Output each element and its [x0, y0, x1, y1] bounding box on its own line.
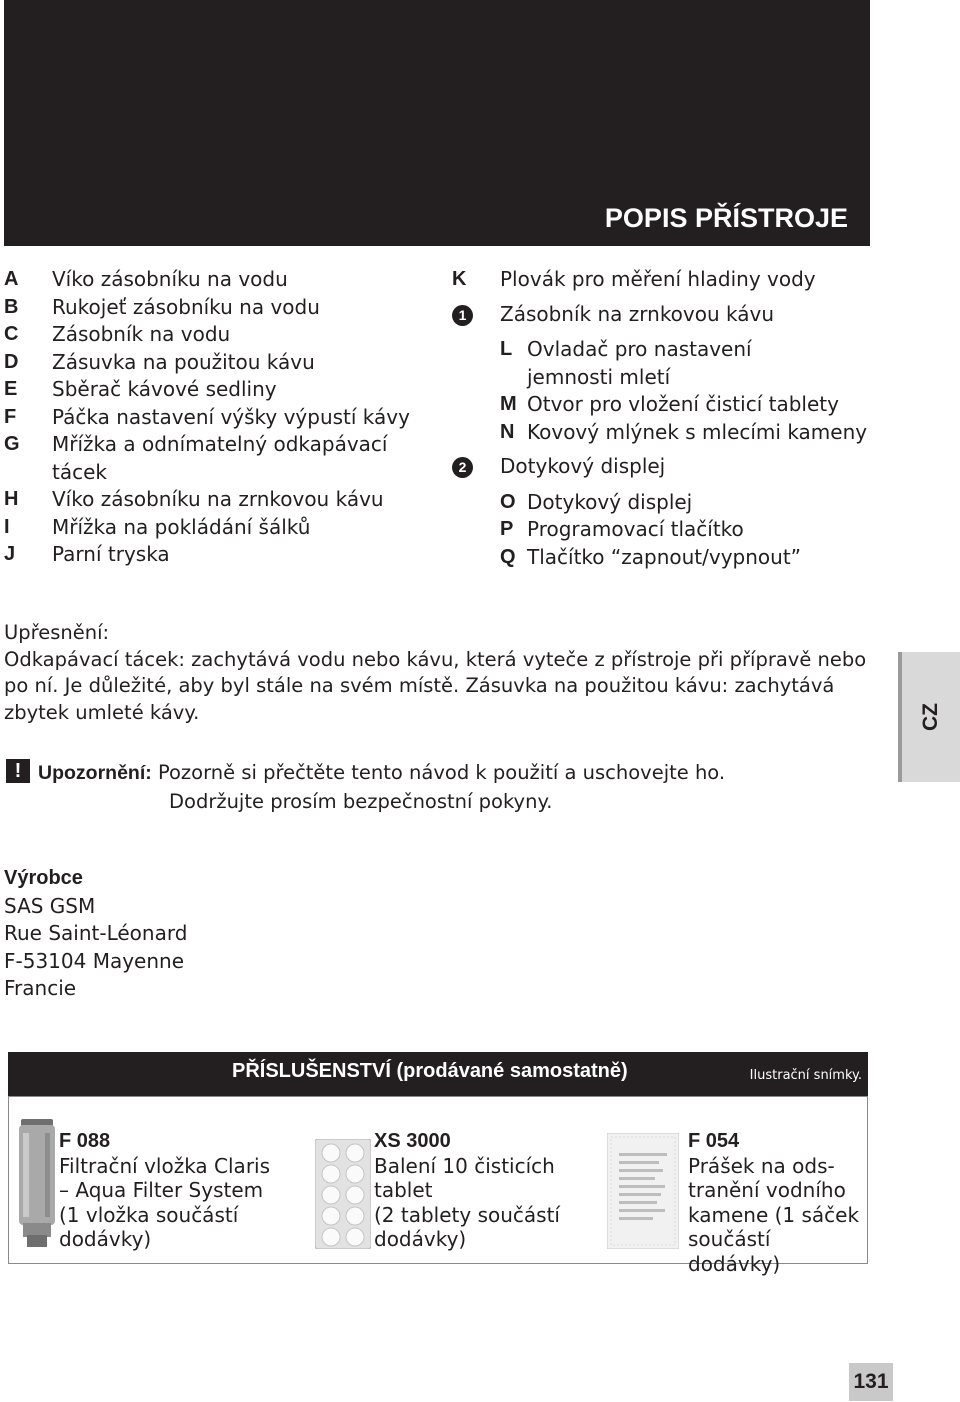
list-item: F Páčka nastavení výšky výpustí kávy [4, 404, 410, 429]
list-item: C Zásobník na vodu [4, 322, 231, 346]
list-item: O Dotykový displej [500, 489, 693, 514]
accessory-item: F 088 Filtrační vložka Claris – Aqua Filter System (1 vložka součástí dodávky) [59, 1130, 271, 1251]
warning-label: Upozornění: [38, 762, 152, 784]
parts-list-right [452, 266, 872, 571]
manufacturer-line: SAS GSM [4, 893, 96, 918]
number-1-icon: 1 [452, 305, 473, 326]
list-item: N Kovový mlýnek s mlecími kameny [500, 419, 868, 444]
manufacturer-line: Francie [4, 976, 77, 1000]
accessories-title: PŘÍSLUŠENSTVÍ (prodávané samostatně) [232, 1060, 628, 1082]
accessories-note: Ilustrační snímky. [749, 1068, 862, 1083]
powder-sachet-icon [607, 1133, 679, 1253]
tablet-blister-icon [315, 1139, 371, 1253]
list-item: K Plovák pro měření hladiny vody [452, 267, 816, 291]
group-heading-2: 2 Dotykový displej [452, 453, 872, 481]
language-tab [898, 652, 960, 782]
accessories-header [8, 1052, 868, 1096]
accessory-item: F 054 Prášek na ods- tranění vodního kamene (1 sáček součástí dodávky) [688, 1130, 860, 1276]
filter-cartridge-icon [17, 1119, 57, 1253]
page-number: 131 [849, 1363, 893, 1401]
sub-list-1 [500, 336, 872, 446]
list-item: L Ovladač pro nastavení jemnosti mletí [500, 337, 752, 389]
warning-line-1: Pozorně si přečtěte tento návod k použití a uschovejte ho. [157, 761, 726, 784]
list-item: M Otvor pro vložení čisticí tablety [500, 392, 839, 416]
clarification-heading: Upřesnění: [4, 621, 110, 644]
accessory-item: XS 3000 Balení 10 čisticích tablet (2 tablety součástí dodávky) [374, 1130, 560, 1251]
warning-section [38, 759, 725, 815]
warning-line-2: Dodržujte prosím bezpečnostní pokyny. [169, 789, 553, 813]
language-tab-label: CZ [919, 703, 942, 731]
manufacturer-line: F-53104 Mayenne [4, 948, 185, 973]
list-item: D Zásuvka na použitou kávu [4, 349, 315, 374]
list-item: Q Tlačítko “zapnout/vypnout” [500, 544, 802, 569]
list-item: E Sběrač kávové sedliny [4, 377, 277, 401]
list-item: P Programovací tlačítko [500, 517, 744, 541]
list-item: B Rukojeť zásobníku na vodu [4, 294, 320, 319]
list-item: G Mřížka a odnímatelný odkapávací tácek [4, 432, 388, 484]
page-title: POPIS PŘÍSTROJE [604, 203, 848, 233]
clarification-text: Odkapávací tácek: zachytává vodu nebo kávu, která vyteče z přístroje při přípravě nebo po ní. Je důležité, aby byl stále na svém místě. Zásuvka na použitou kávu: zachytává zbytek umleté kávy. [4, 647, 867, 724]
list-item: I Mřížka na pokládání šálků [4, 514, 311, 539]
accessories-box [8, 1096, 868, 1276]
manufacturer-line: Rue Saint-Léonard [4, 921, 188, 945]
list-item: J Parní tryska [4, 542, 170, 566]
clarification-section [4, 620, 876, 726]
sub-list-2 [500, 489, 872, 572]
header-bar [4, 0, 870, 246]
warning-icon: ! [6, 759, 30, 783]
parts-list-left [4, 266, 424, 569]
list-item: A Víko zásobníku na vodu [4, 267, 288, 291]
manufacturer-section [4, 865, 187, 1003]
list-item: H Víko zásobníku na zrnkovou kávu [4, 487, 384, 511]
group-heading-1: 1 Zásobník na zrnkovou kávu [452, 301, 872, 329]
manufacturer-heading: Výrobce [4, 867, 83, 889]
number-2-icon: 2 [452, 457, 473, 478]
